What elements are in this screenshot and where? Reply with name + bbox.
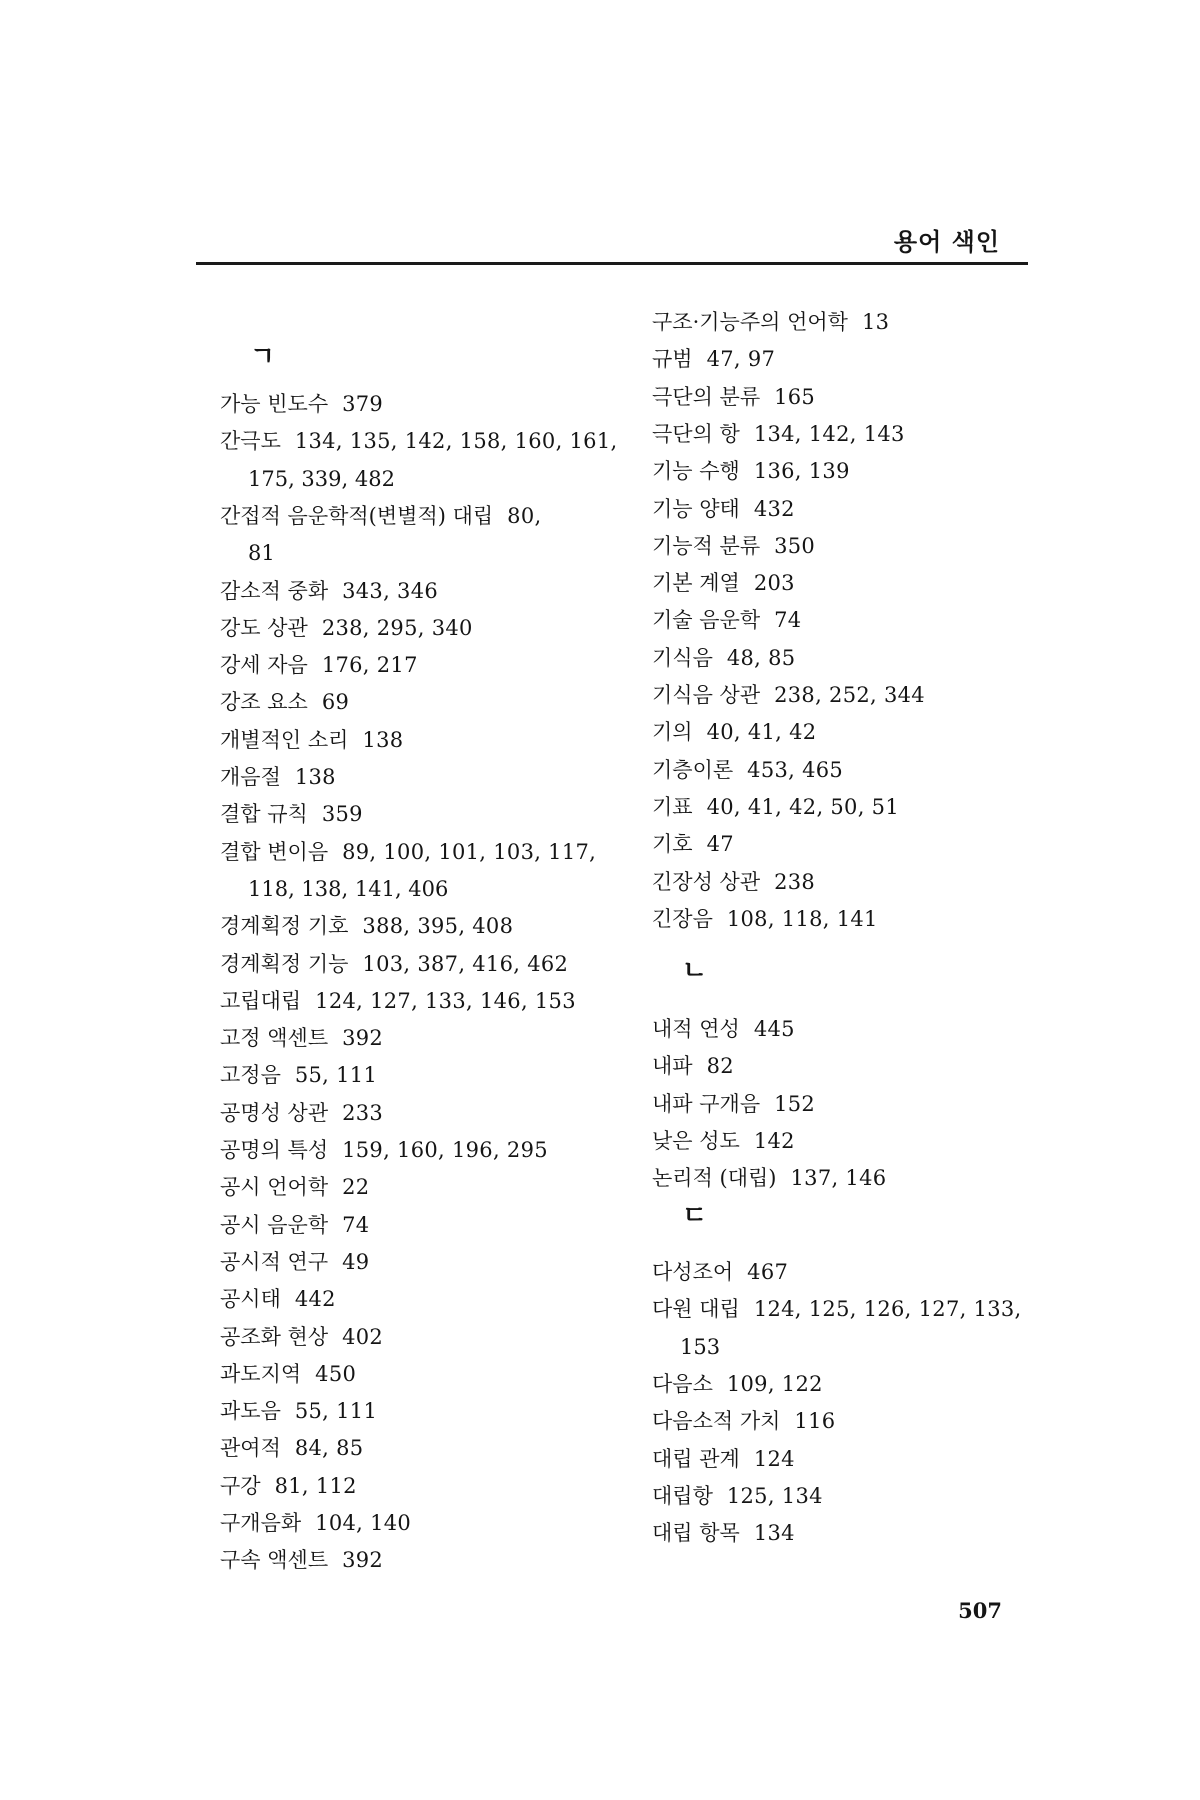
index-entry: [652, 457, 850, 485]
index-term: 고정 액센트: [220, 1026, 329, 1051]
page-number: 507: [958, 1598, 1002, 1623]
index-pages: 238, 252, 344: [774, 683, 925, 707]
index-pages: 134, 135, 142, 158, 160, 161,: [294, 429, 618, 454]
index-pages: 233: [342, 1100, 384, 1125]
index-pages: 47, 97: [706, 347, 776, 372]
index-pages: 125, 134: [726, 1483, 823, 1508]
index-pages: 104, 140: [315, 1511, 412, 1535]
index-pages: 80,: [507, 503, 542, 528]
index-entry: [220, 763, 336, 791]
index-entry: [652, 345, 775, 373]
index-term: 공시 음운학: [220, 1212, 329, 1237]
index-term: 과도지역: [220, 1361, 302, 1386]
index-pages: 350: [774, 533, 816, 558]
index-term: 다원 대립: [652, 1297, 740, 1322]
index-entry: [220, 1285, 336, 1313]
index-pages: 47: [706, 832, 734, 857]
index-term: 기본 계열: [652, 571, 740, 596]
index-term: 공시태: [220, 1287, 281, 1312]
index-entry: [220, 1061, 377, 1089]
index-pages-continued: 81: [248, 541, 275, 566]
index-term: 고정음: [220, 1063, 281, 1088]
index-entry: [652, 1090, 815, 1118]
index-entry: [220, 1136, 548, 1164]
index-pages: 69: [321, 690, 350, 715]
index-entry: [652, 1127, 795, 1155]
index-term: 공명의 특성: [220, 1138, 329, 1162]
index-term: 기식음: [652, 645, 713, 670]
index-term: 강도 상관: [220, 615, 308, 640]
index-entry: [652, 1445, 795, 1473]
index-pages: 343, 346: [342, 578, 439, 603]
index-pages: 48, 85: [726, 645, 796, 670]
index-pages: 165: [774, 384, 816, 409]
section-head-nieun: ㄴ: [682, 956, 708, 986]
index-pages: 116: [794, 1409, 836, 1434]
index-term: 대립 항목: [652, 1521, 740, 1546]
index-pages: 138: [362, 727, 404, 752]
index-pages: 392: [342, 1026, 384, 1051]
index-pages: 442: [294, 1287, 336, 1312]
index-pages: 359: [321, 802, 363, 827]
index-term: 관여적: [220, 1436, 281, 1461]
index-pages: 136, 139: [753, 459, 850, 484]
index-pages: 82: [706, 1054, 734, 1079]
index-entry: [220, 1434, 363, 1462]
index-entry: [652, 1407, 835, 1435]
index-entry: [220, 614, 473, 642]
index-term: 간극도: [220, 429, 281, 454]
index-pages: 392: [342, 1548, 384, 1573]
index-pages: 103, 387, 416, 462: [362, 951, 569, 976]
index-term: 공시 언어학: [220, 1175, 329, 1200]
index-term: 강세 자음: [220, 653, 308, 678]
index-term: 기능 양태: [652, 496, 740, 521]
index-term: 공조화 현상: [220, 1324, 329, 1349]
index-entry: [220, 502, 541, 530]
index-term: 극단의 항: [652, 421, 740, 446]
index-pages: 13: [861, 310, 890, 334]
index-entry: [652, 606, 801, 634]
index-pages: 450: [315, 1361, 357, 1386]
index-term: 구개음화: [220, 1511, 302, 1535]
index-entry: [220, 427, 617, 455]
index-entry: [220, 912, 513, 940]
index-entry: [652, 756, 843, 784]
index-pages: 379: [342, 392, 384, 416]
index-term: 긴장음: [652, 906, 713, 931]
index-entry: [220, 688, 349, 716]
index-term: 논리적 (대립): [652, 1166, 777, 1191]
index-term: 개별적인 소리: [220, 727, 349, 752]
index-pages: 445: [753, 1017, 795, 1041]
index-pages: 137, 146: [790, 1166, 887, 1191]
index-entry: [652, 830, 734, 858]
index-term: 낮은 성도: [652, 1128, 740, 1153]
index-term: 구조·기능주의 언어학: [652, 310, 848, 334]
index-pages: 238: [774, 869, 816, 894]
index-term: 구강: [220, 1473, 261, 1498]
index-pages: 142: [753, 1128, 795, 1153]
index-entry: [220, 1323, 383, 1351]
index-entry: [220, 800, 363, 828]
index-term: 대립 관계: [652, 1446, 740, 1471]
index-pages: 138: [294, 765, 336, 789]
index-term: 기층이론: [652, 757, 734, 782]
running-head-title: 용어 색인: [893, 228, 1000, 256]
index-pages: 238, 295, 340: [321, 615, 473, 640]
index-entry: [652, 1482, 823, 1510]
index-entry: [220, 987, 576, 1015]
index-pages: 55, 111: [294, 1399, 378, 1424]
index-term: 결합 규칙: [220, 802, 308, 827]
index-entry: [220, 1509, 411, 1537]
index-term: 과도음: [220, 1399, 281, 1424]
index-entry: [652, 1519, 795, 1547]
index-entry: [652, 1258, 788, 1286]
index-term: 결합 변이음: [220, 839, 329, 864]
index-entry: [220, 726, 403, 754]
index-pages-continued: 153: [680, 1334, 721, 1359]
index-entry: [652, 868, 815, 896]
index-entry: [652, 569, 795, 597]
index-term: 기의: [652, 720, 693, 745]
index-pages: 388, 395, 408: [362, 914, 514, 939]
index-pages: 40, 41, 42: [706, 720, 817, 745]
index-entry: [220, 1099, 383, 1127]
section-head-digeut: ㄷ: [682, 1201, 708, 1231]
index-entry: [652, 681, 925, 709]
index-entry: [220, 1248, 369, 1276]
index-pages: 22: [342, 1175, 370, 1200]
index-term: 공시적 연구: [220, 1249, 329, 1274]
index-pages: 134: [753, 1521, 795, 1546]
index-entry: [220, 577, 438, 605]
index-term: 기호: [652, 832, 693, 857]
index-entry: [652, 718, 816, 746]
index-entry: [652, 1015, 795, 1043]
index-entry: [652, 1295, 1022, 1323]
index-term: 내적 연성: [652, 1017, 740, 1041]
index-pages: 453, 465: [747, 757, 844, 782]
index-pages: 124: [753, 1446, 795, 1471]
index-pages: 152: [774, 1091, 816, 1116]
index-entry: [220, 950, 568, 978]
index-pages: 124, 125, 126, 127, 133,: [753, 1297, 1022, 1322]
index-pages: 40, 41, 42, 50, 51: [706, 794, 899, 819]
index-pages: 203: [753, 571, 795, 596]
index-entry: [220, 838, 596, 866]
index-pages: 467: [747, 1260, 789, 1284]
index-term: 구속 액센트: [220, 1548, 329, 1573]
index-pages: 74: [774, 608, 802, 633]
index-term: 기능 수행: [652, 459, 740, 484]
index-term: 간접적 음운학적(변별적) 대립: [220, 503, 494, 528]
index-pages: 109, 122: [726, 1371, 823, 1396]
index-pages: 124, 127, 133, 146, 153: [315, 988, 576, 1013]
section-head-giyeok: ㄱ: [250, 342, 276, 372]
index-term: 다음소: [652, 1371, 713, 1396]
index-entry: [652, 1164, 886, 1192]
index-entry: [220, 1546, 383, 1574]
index-entry: [220, 1173, 369, 1201]
index-term: 기식음 상관: [652, 683, 761, 707]
index-entry: [652, 793, 899, 821]
index-term: 내파: [652, 1054, 693, 1079]
index-pages: 74: [342, 1212, 370, 1237]
index-pages: 402: [342, 1324, 384, 1349]
index-term: 대립항: [652, 1483, 713, 1508]
index-pages: 84, 85: [294, 1436, 364, 1461]
index-term: 경계획정 기호: [220, 914, 349, 939]
index-entry: [652, 644, 795, 672]
index-term: 내파 구개음: [652, 1091, 761, 1116]
index-entry: [220, 1397, 377, 1425]
index-pages-continued: 175, 339, 482: [248, 466, 395, 491]
index-term: 기표: [652, 794, 693, 819]
index-pages-continued: 118, 138, 141, 406: [248, 876, 449, 901]
index-entry: [220, 1360, 356, 1388]
index-entry: [220, 1472, 357, 1500]
index-entry: [220, 651, 418, 679]
index-entry: [652, 1052, 734, 1080]
index-term: 강조 요소: [220, 690, 308, 715]
index-entry: [652, 532, 815, 560]
index-entry: [220, 1024, 383, 1052]
index-entry: [220, 1211, 369, 1239]
index-pages: 49: [342, 1249, 370, 1274]
index-pages: 432: [753, 496, 795, 521]
index-pages: 81, 112: [274, 1473, 357, 1498]
index-term: 다성조어: [652, 1260, 734, 1284]
index-term: 규범: [652, 347, 693, 372]
index-pages: 108, 118, 141: [726, 906, 878, 931]
index-term: 기능적 분류: [652, 533, 761, 558]
index-entry: [652, 308, 889, 336]
index-pages: 159, 160, 196, 295: [342, 1138, 548, 1162]
index-entry: [652, 905, 878, 933]
index-term: 다음소적 가치: [652, 1409, 781, 1434]
index-term: 경계획정 기능: [220, 951, 349, 976]
index-entry: [652, 420, 905, 448]
index-entry: [652, 495, 795, 523]
index-pages: 89, 100, 101, 103, 117,: [342, 839, 597, 864]
index-pages: 176, 217: [321, 653, 418, 678]
index-pages: 55, 111: [294, 1063, 378, 1088]
index-term: 긴장성 상관: [652, 869, 761, 894]
index-pages: 134, 142, 143: [753, 421, 905, 446]
index-term: 고립대립: [220, 988, 302, 1013]
index-entry: [220, 390, 383, 418]
index-term: 공명성 상관: [220, 1100, 329, 1125]
index-term: 극단의 분류: [652, 384, 761, 409]
index-term: 기술 음운학: [652, 608, 761, 633]
index-term: 가능 빈도수: [220, 392, 329, 416]
index-entry: [652, 383, 815, 411]
header-rule: [196, 262, 1028, 265]
index-term: 감소적 중화: [220, 578, 329, 603]
index-term: 개음절: [220, 765, 281, 789]
index-entry: [652, 1370, 823, 1398]
